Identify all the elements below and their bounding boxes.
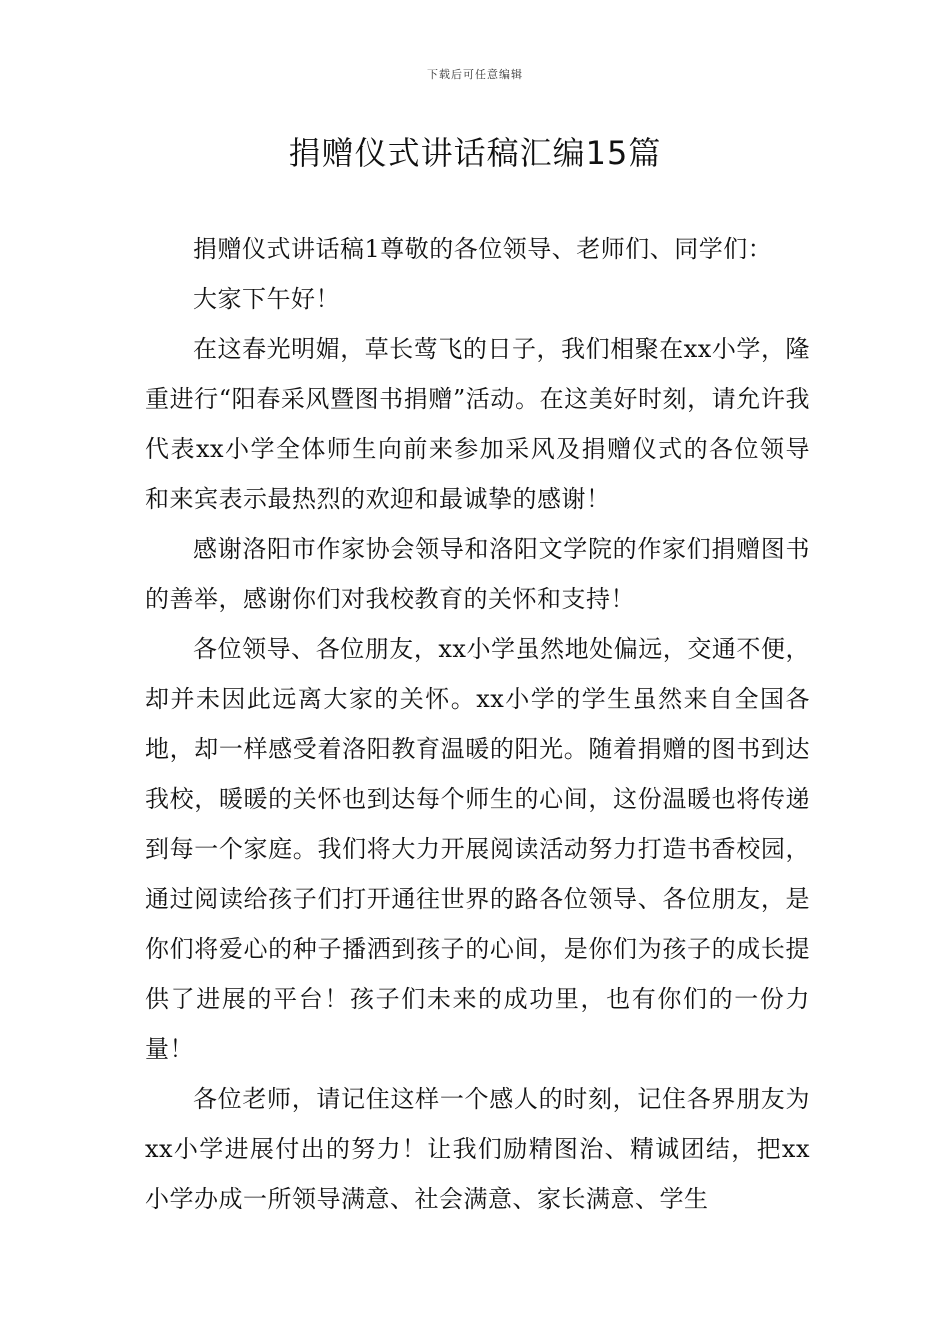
paragraph-salutation: 大家下午好！ — [193, 285, 340, 313]
paragraph-school: 各位领导、各位朋友，xx小学虽然地处偏远，交通不便，却并未因此远离大家的关怀。xx小学的学生虽然来自全国各地，却一样感受着洛阳教育温暖的阳光。随着捐赠的图书到达我校，暖暖的关怀也到达每个师生的心间，这份温暖也将传递到每一个家庭。我们将大力开展阅读活动努力打造书香校园，通过阅读给孩子们打开通往世界的路各位领导、各位朋友，是你们将爱心的种子播洒到孩子的心间，是你们为孩子的成长提供了进展的平台！孩子们未来的成功里，也有你们的一份力量！ — [145, 635, 810, 1063]
header-note: 下载后可任意编辑 — [427, 68, 523, 81]
paragraph-thanks: 感谢洛阳市作家协会领导和洛阳文学院的作家们捐赠图书的善举，感谢你们对我校教育的关怀和支持！ — [145, 535, 810, 613]
paragraph-greeting: 捐赠仪式讲话稿1尊敬的各位领导、老师们、同学们： — [193, 235, 773, 263]
paragraph-teachers: 各位老师，请记住这样一个感人的时刻，记住各界朋友为xx小学进展付出的努力！让我们励精图治、精诚团结，把xx小学办成一所领导满意、社会满意、家长满意、学生 — [145, 1085, 810, 1213]
document-title: 捐赠仪式讲话稿汇编15篇 — [288, 134, 662, 172]
paragraph-welcome: 在这春光明媚，草长莺飞的日子，我们相聚在xx小学，隆重进行“阳春采风暨图书捐赠”活动。在这美好时刻，请允许我代表xx小学全体师生向前来参加采风及捐赠仪式的各位领导和来宾表示最热烈的欢迎和最诚挚的感谢！ — [145, 335, 810, 513]
document-body — [145, 224, 810, 1224]
